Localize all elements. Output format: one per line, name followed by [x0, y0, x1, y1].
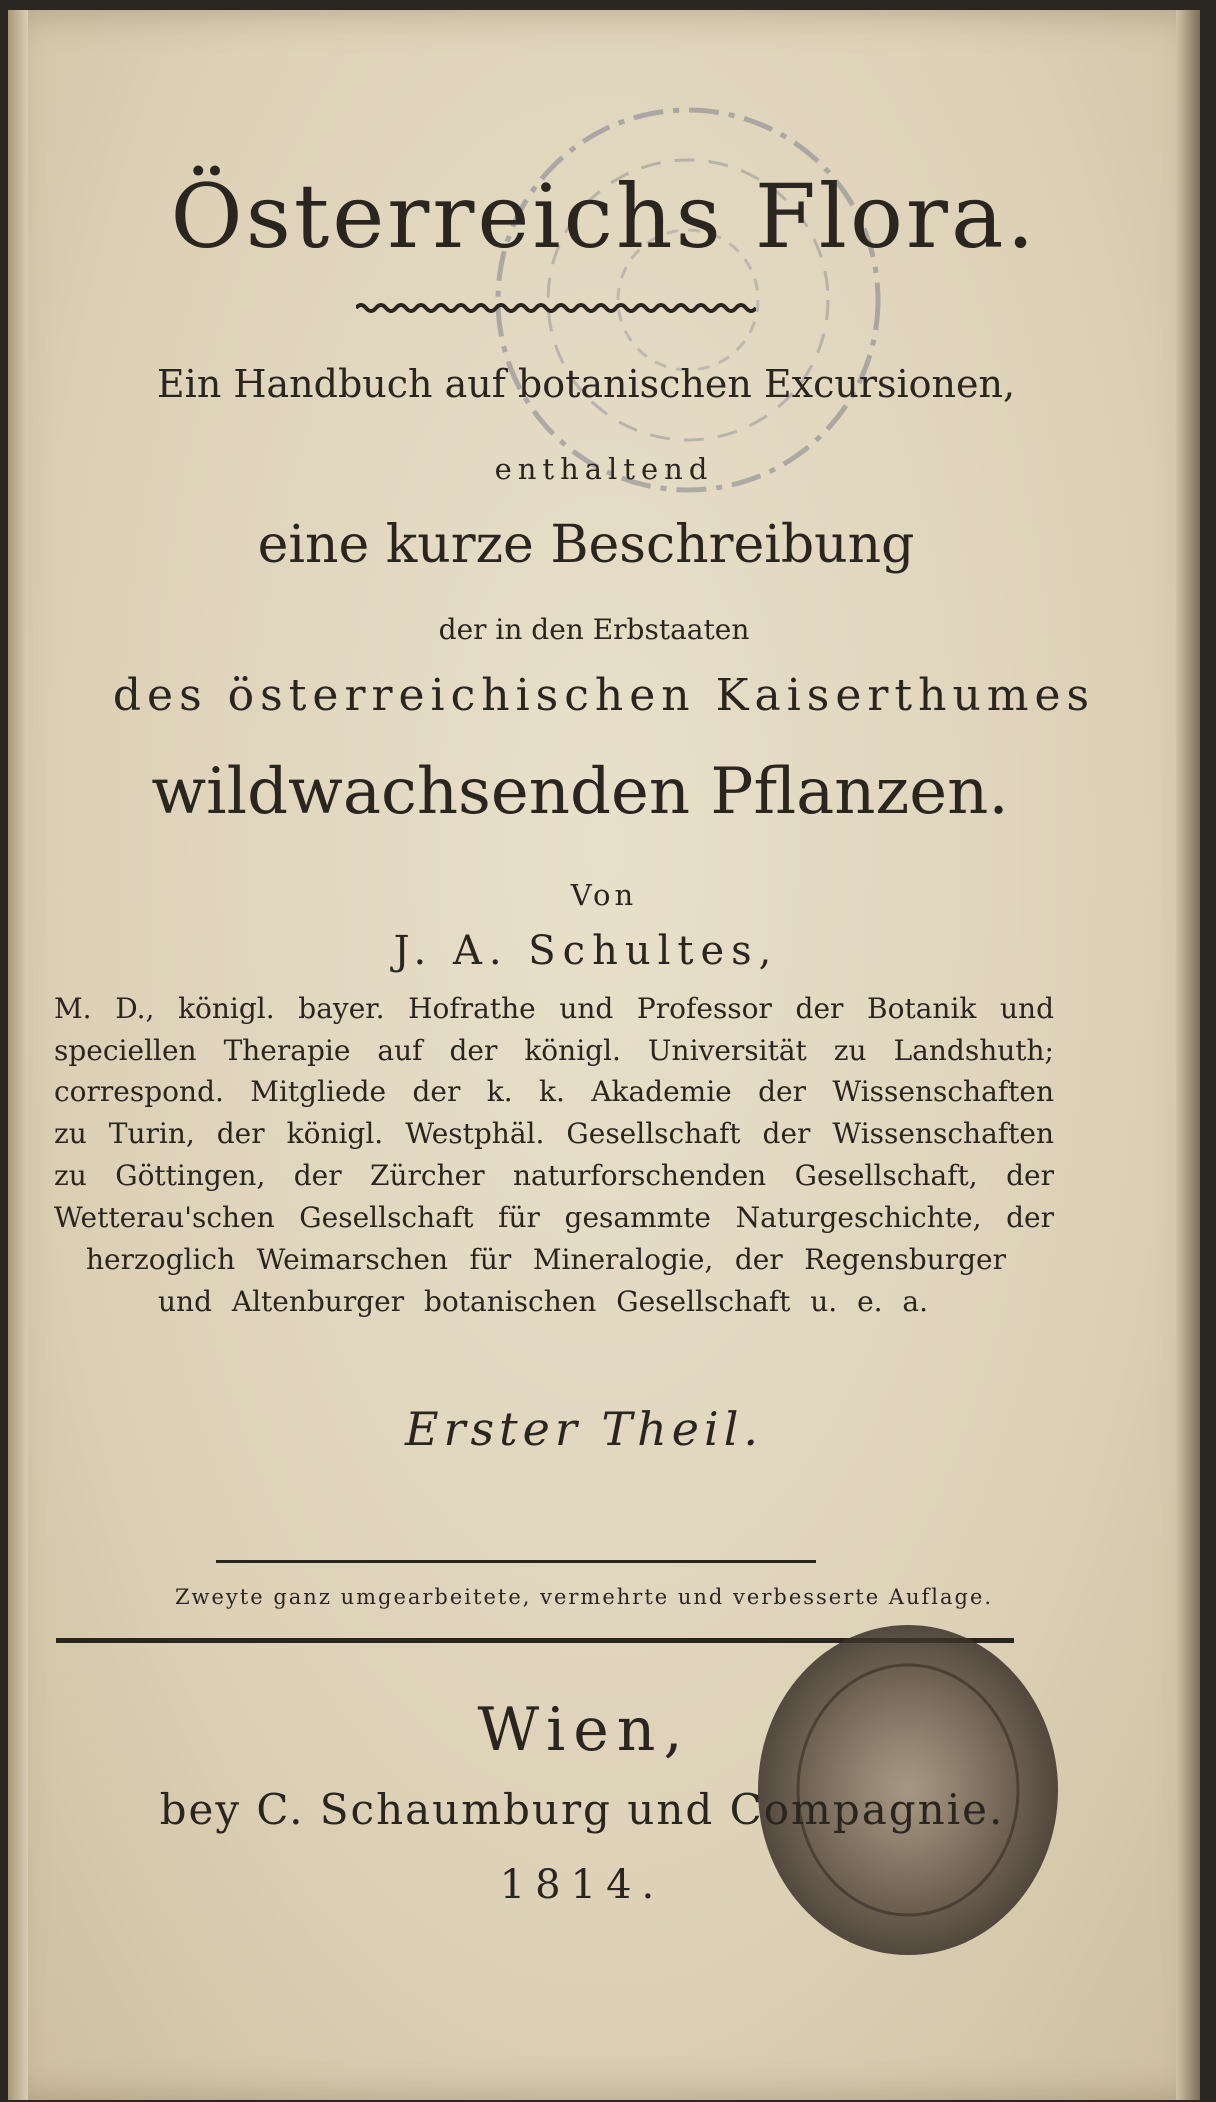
author-credential-line: und Altenburger botanischen Gesellschaft u. e. a.	[158, 1285, 928, 1318]
volume-label: Erster Theil.	[404, 1402, 764, 1456]
edition-note: Zweyte ganz umgearbeitete, vermehrte und verbesserte Auflage.	[174, 1585, 994, 1609]
subtitle: Ein Handbuch auf botanischen Excursionen,	[156, 362, 1016, 406]
title-page	[8, 10, 1200, 2100]
imprint-place: Wien,	[477, 1695, 691, 1765]
by-line: Von	[570, 878, 638, 912]
author-credential-line: zu Göttingen, der Zürcher naturforschenden Gesellschaft, der	[54, 1159, 1054, 1192]
subtitle-plants: wildwachsenden Pflanzen.	[151, 755, 1009, 829]
subtitle-connector: enthaltend	[494, 452, 714, 486]
subtitle-empire: des österreichischen Kaiserthumes	[112, 670, 1096, 721]
subtitle-region: der in den Erbstaaten	[438, 613, 750, 646]
author-credential-line: herzoglich Weimarschen für Mineralogie, der Regensburger	[86, 1243, 1006, 1276]
page-edge-right	[1176, 10, 1200, 2100]
author-credential-line: zu Turin, der königl. Westphäl. Gesellschaft der Wissenschaften	[54, 1117, 1054, 1150]
title-ornament-rule	[356, 300, 756, 316]
imprint-year: 1814.	[499, 1862, 665, 1908]
divider-rule	[216, 1560, 816, 1563]
subtitle-description: eine kurze Beschreibung	[257, 515, 915, 575]
author-credential-line: correspond. Mitgliede der k. k. Akademie der Wissenschaften	[54, 1075, 1054, 1108]
author-name: J. A. Schultes,	[393, 928, 779, 974]
author-credential-line: Wetterau'schen Gesellschaft für gesammte Naturgeschichte, der	[54, 1201, 1054, 1234]
author-credential-line: speciellen Therapie auf der königl. Universität zu Landshuth;	[54, 1034, 1054, 1067]
author-credential-line: M. D., königl. bayer. Hofrathe und Professor der Botanik und	[54, 992, 1054, 1025]
book-title: Österreichs Flora.	[170, 165, 1038, 268]
imprint-publisher: bey C. Schaumburg und Compagnie.	[159, 1785, 1005, 1834]
